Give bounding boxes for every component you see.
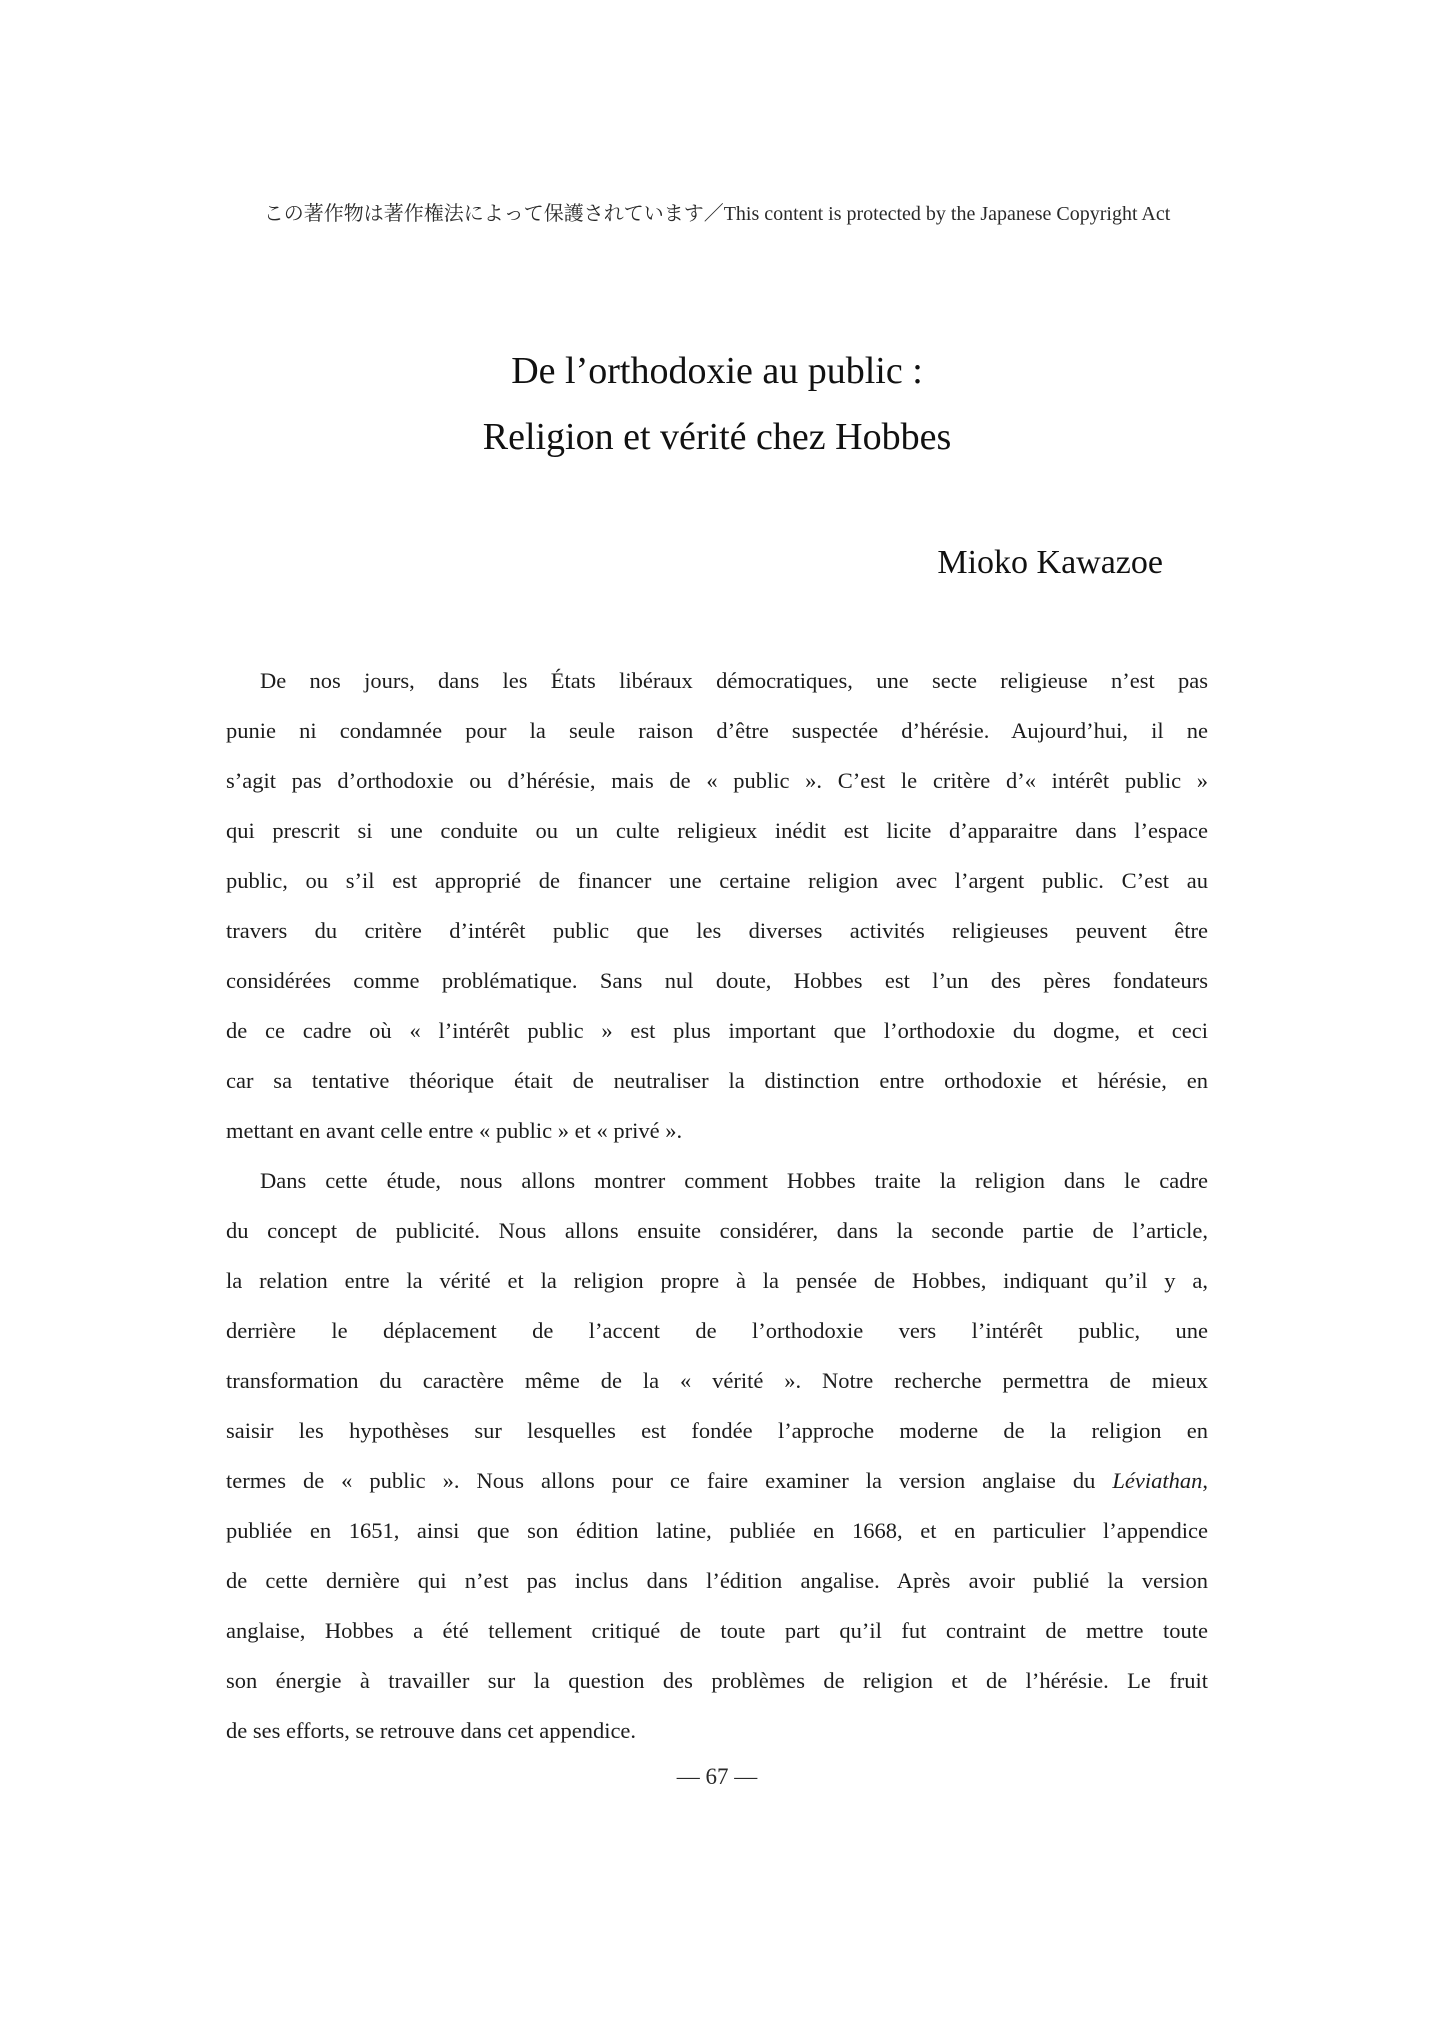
- text-line: la relation entre la vérité et la religion propre à la pensée de Hobbes, indiquant qu’il y a,: [226, 1268, 1208, 1293]
- text-line: du concept de publicité. Nous allons ensuite considérer, dans la seconde partie de l’article,: [226, 1218, 1208, 1243]
- copyright-notice: この著作物は著作権法によって保護されています／This content is protected by the Japanese Copyright Act: [263, 203, 1171, 225]
- text-line: travers du critère d’intérêt public que les diverses activités religieuses peuvent être: [226, 918, 1208, 943]
- text-line: qui prescrit si une conduite ou un culte religieux inédit est licite d’apparaitre dans l’espace: [226, 818, 1208, 843]
- text-line: termes de « public ». Nous allons pour ce faire examiner la version anglaise du Léviathan,: [226, 1468, 1208, 1493]
- text-line: s’agit pas d’orthodoxie ou d’hérésie, mais de « public ». C’est le critère d’« intérêt public »: [226, 768, 1208, 793]
- article-title-line-2: Religion et vérité chez Hobbes: [482, 416, 952, 458]
- text-line: transformation du caractère même de la « vérité ». Notre recherche permettra de mieux: [226, 1368, 1208, 1393]
- page-number: — 67 —: [676, 1764, 758, 1789]
- text-line: publiée en 1651, ainsi que son édition latine, publiée en 1668, et en particulier l’appendice: [226, 1518, 1208, 1543]
- article-title: [0, 338, 1434, 470]
- text-line: derrière le déplacement de l’accent de l’orthodoxie vers l’intérêt public, une: [226, 1318, 1208, 1343]
- text-line: De nos jours, dans les États libéraux démocratiques, une secte religieuse n’est pas: [260, 668, 1208, 693]
- text-line: mettant en avant celle entre « public » et « privé ».: [226, 1118, 683, 1143]
- text-line: anglaise, Hobbes a été tellement critiqué de toute part qu’il fut contraint de mettre toute: [226, 1618, 1208, 1643]
- text-line: de ce cadre où « l’intérêt public » est plus important que l’orthodoxie du dogme, et ceci: [226, 1018, 1208, 1043]
- text-line: public, ou s’il est approprié de financer une certaine religion avec l’argent public. C’est au: [226, 868, 1208, 893]
- article-title-line-1: De l’orthodoxie au public :: [511, 350, 923, 392]
- text-line: considérées comme problématique. Sans nul doute, Hobbes est l’un des pères fondateurs: [226, 968, 1208, 993]
- text-line: de ses efforts, se retrouve dans cet appendice.: [226, 1718, 637, 1743]
- paragraph: [226, 656, 1208, 1156]
- text-line: car sa tentative théorique était de neutraliser la distinction entre orthodoxie et hérésie, en: [226, 1068, 1208, 1093]
- text-line: punie ni condamnée pour la seule raison d’être suspectée d’hérésie. Aujourd’hui, il ne: [226, 718, 1208, 743]
- text-line: de cette dernière qui n’est pas inclus dans l’édition angalise. Après avoir publié la version: [226, 1568, 1208, 1593]
- text-line: saisir les hypothèses sur lesquelles est fondée l’approche moderne de la religion en: [226, 1418, 1208, 1443]
- author-name: Mioko Kawazoe: [937, 544, 1163, 581]
- text-line: Dans cette étude, nous allons montrer comment Hobbes traite la religion dans le cadre: [260, 1168, 1208, 1193]
- body-paragraphs: [226, 656, 1208, 1756]
- paragraph: [226, 1156, 1208, 1756]
- text-line: son énergie à travailler sur la question des problèmes de religion et de l’hérésie. Le fruit: [226, 1668, 1208, 1693]
